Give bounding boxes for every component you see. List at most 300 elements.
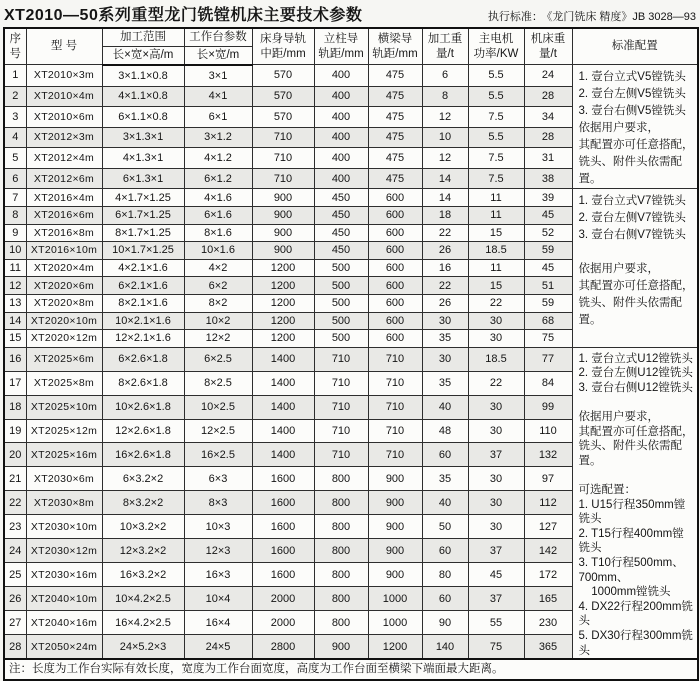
work-weight-cell: 80 — [422, 563, 468, 587]
work-weight-cell: 40 — [422, 395, 468, 419]
config-line: 铣头、附件头依需配置。 — [578, 440, 682, 467]
machine-weight-cell: 31 — [524, 148, 572, 169]
bed-rail-cell: 900 — [252, 189, 314, 207]
worktable-cell: 10×2.5 — [184, 395, 252, 419]
model-cell: XT2012×6m — [26, 168, 102, 189]
column-rail-cell: 400 — [314, 65, 368, 86]
model-cell: XT2030×10m — [26, 515, 102, 539]
motor-power-cell: 37 — [468, 443, 524, 467]
bed-rail-cell: 2800 — [252, 634, 314, 659]
worktable-cell: 8×2 — [184, 294, 252, 312]
beam-rail-cell: 475 — [368, 168, 422, 189]
column-rail-cell: 400 — [314, 86, 368, 107]
beam-rail-cell: 710 — [368, 371, 422, 395]
work-weight-cell: 35 — [422, 371, 468, 395]
config-line: 3. 壹台右侧V5镗铣头 — [578, 105, 686, 118]
motor-power-cell: 5.5 — [468, 127, 524, 148]
work-weight-cell: 22 — [422, 224, 468, 242]
range-cell: 4×1.3×1 — [102, 148, 184, 169]
serial-cell: 23 — [4, 515, 26, 539]
header-model: 型 号 — [26, 28, 102, 65]
serial-cell: 26 — [4, 587, 26, 611]
bed-rail-cell: 1400 — [252, 395, 314, 419]
machine-weight-cell: 230 — [524, 611, 572, 635]
config-line: 1. 壹台立式V7镗铣头 — [578, 195, 686, 208]
header-standard-config: 标准配置 — [572, 28, 698, 65]
column-rail-cell: 400 — [314, 107, 368, 128]
work-weight-cell: 14 — [422, 189, 468, 207]
bed-rail-cell: 900 — [252, 206, 314, 224]
header-beam-rail — [368, 28, 422, 65]
machine-weight-cell: 97 — [524, 467, 572, 491]
serial-cell: 13 — [4, 294, 26, 312]
footnote: 注：长度为工作台实际有效长度，宽度为工作台面宽度，高度为工作台面至横梁下端面最大距离。 — [4, 659, 698, 680]
serial-cell: 6 — [4, 168, 26, 189]
range-cell: 10×2.6×1.8 — [102, 395, 184, 419]
work-weight-cell: 16 — [422, 259, 468, 277]
bed-rail-cell: 1400 — [252, 419, 314, 443]
machine-weight-cell: 59 — [524, 242, 572, 260]
serial-cell: 11 — [4, 259, 26, 277]
range-cell: 10×4.2×2.5 — [102, 587, 184, 611]
beam-rail-cell: 475 — [368, 86, 422, 107]
config-line: 4. DX22行程200mm铣头 — [578, 600, 693, 628]
header-column-rail-line2: 轨距/mm — [318, 47, 364, 60]
bed-rail-cell: 710 — [252, 127, 314, 148]
machine-weight-cell: 68 — [524, 312, 572, 330]
range-cell: 4×1.1×0.8 — [102, 86, 184, 107]
bed-rail-cell: 2000 — [252, 611, 314, 635]
column-rail-cell: 800 — [314, 563, 368, 587]
beam-rail-cell: 475 — [368, 127, 422, 148]
motor-power-cell: 30 — [468, 312, 524, 330]
header-machine-weight-line2: 量/t — [539, 47, 557, 60]
work-weight-cell: 50 — [422, 515, 468, 539]
worktable-cell: 3×1 — [184, 65, 252, 86]
work-weight-cell: 12 — [422, 107, 468, 128]
range-cell: 6×1.3×1 — [102, 168, 184, 189]
model-cell: XT2016×8m — [26, 224, 102, 242]
bed-rail-cell: 1200 — [252, 330, 314, 348]
serial-cell: 22 — [4, 491, 26, 515]
motor-power-cell: 37 — [468, 587, 524, 611]
header-column-rail — [314, 28, 368, 65]
config-line: 1. U15行程350mm镗铣头 — [578, 498, 686, 526]
motor-power-cell: 30 — [468, 330, 524, 348]
work-weight-cell: 8 — [422, 86, 468, 107]
bed-rail-cell: 570 — [252, 65, 314, 86]
serial-cell: 19 — [4, 419, 26, 443]
range-cell: 4×1.7×1.25 — [102, 189, 184, 207]
work-weight-cell: 35 — [422, 330, 468, 348]
machine-weight-cell: 38 — [524, 168, 572, 189]
beam-rail-cell: 600 — [368, 294, 422, 312]
range-cell: 6×3.2×2 — [102, 467, 184, 491]
config-line: 铣头、附件头依需配置。 — [578, 297, 682, 327]
config-line: 其配置亦可任意搭配， — [578, 139, 694, 152]
machine-weight-cell: 28 — [524, 127, 572, 148]
worktable-cell: 6×2 — [184, 277, 252, 295]
header-beam-rail-line1: 横梁导 — [377, 32, 413, 45]
work-weight-cell: 60 — [422, 539, 468, 563]
bed-rail-cell: 1200 — [252, 277, 314, 295]
table-row — [4, 347, 698, 371]
machine-weight-cell: 112 — [524, 491, 572, 515]
standard-config-cell — [572, 347, 698, 659]
column-rail-cell: 500 — [314, 330, 368, 348]
beam-rail-cell: 900 — [368, 467, 422, 491]
header-serial-line1: 序 — [9, 32, 21, 45]
beam-rail-cell: 1000 — [368, 587, 422, 611]
motor-power-cell: 30 — [468, 419, 524, 443]
column-rail-cell: 800 — [314, 467, 368, 491]
bed-rail-cell: 570 — [252, 107, 314, 128]
config-line: 3. 壹台右侧V7镗铣头 — [578, 229, 686, 242]
model-cell: XT2020×4m — [26, 259, 102, 277]
serial-cell: 4 — [4, 127, 26, 148]
column-rail-cell: 400 — [314, 127, 368, 148]
machine-weight-cell: 39 — [524, 189, 572, 207]
beam-rail-cell: 600 — [368, 277, 422, 295]
machine-weight-cell: 52 — [524, 224, 572, 242]
config-line: 依据用户要求， — [578, 122, 659, 135]
work-weight-cell: 40 — [422, 491, 468, 515]
column-rail-cell: 710 — [314, 347, 368, 371]
config-line: 1. 壹台立式U12镗铣头 — [578, 352, 693, 365]
worktable-cell: 12×2 — [184, 330, 252, 348]
work-weight-cell: 26 — [422, 294, 468, 312]
motor-power-cell: 7.5 — [468, 107, 524, 128]
motor-power-cell: 30 — [468, 515, 524, 539]
config-line: 2. 壹台左侧V7镗铣头 — [578, 212, 686, 225]
column-rail-cell: 800 — [314, 611, 368, 635]
serial-cell: 7 — [4, 189, 26, 207]
worktable-cell: 6×1.6 — [184, 206, 252, 224]
motor-power-cell: 75 — [468, 634, 524, 659]
machine-weight-cell: 77 — [524, 347, 572, 371]
config-line — [579, 244, 696, 261]
model-cell: XT2010×6m — [26, 107, 102, 128]
range-cell: 24×5.2×3 — [102, 634, 184, 659]
column-rail-cell: 710 — [314, 395, 368, 419]
worktable-cell: 3×1.2 — [184, 127, 252, 148]
model-cell: XT2010×3m — [26, 65, 102, 86]
bed-rail-cell: 570 — [252, 86, 314, 107]
serial-cell: 16 — [4, 347, 26, 371]
worktable-cell: 4×2 — [184, 259, 252, 277]
machine-weight-cell: 24 — [524, 65, 572, 86]
work-weight-cell: 10 — [422, 127, 468, 148]
worktable-cell: 16×4 — [184, 611, 252, 635]
table-row — [4, 189, 698, 207]
header-serial — [4, 28, 26, 65]
worktable-cell: 16×2.5 — [184, 443, 252, 467]
range-cell: 8×2.6×1.8 — [102, 371, 184, 395]
beam-rail-cell: 710 — [368, 443, 422, 467]
model-cell: XT2025×6m — [26, 347, 102, 371]
work-weight-cell: 60 — [422, 587, 468, 611]
machine-weight-cell: 51 — [524, 277, 572, 295]
config-line: 5. DX30行程300mm铣头 — [578, 630, 693, 657]
machine-weight-cell: 34 — [524, 107, 572, 128]
range-cell: 10×3.2×2 — [102, 515, 184, 539]
model-cell: XT2025×16m — [26, 443, 102, 467]
header-motor-power-line2: 功率/KW — [473, 47, 519, 60]
worktable-cell: 8×2.5 — [184, 371, 252, 395]
serial-cell: 2 — [4, 86, 26, 107]
beam-rail-cell: 600 — [368, 259, 422, 277]
serial-cell: 9 — [4, 224, 26, 242]
column-rail-cell: 400 — [314, 148, 368, 169]
motor-power-cell: 30 — [468, 491, 524, 515]
column-rail-cell: 500 — [314, 294, 368, 312]
worktable-cell: 10×3 — [184, 515, 252, 539]
motor-power-cell: 22 — [468, 371, 524, 395]
column-rail-cell: 500 — [314, 259, 368, 277]
motor-power-cell: 15 — [468, 224, 524, 242]
beam-rail-cell: 900 — [368, 515, 422, 539]
serial-cell: 3 — [4, 107, 26, 128]
model-cell: XT2020×12m — [26, 330, 102, 348]
work-weight-cell: 12 — [422, 148, 468, 169]
machine-weight-cell: 45 — [524, 206, 572, 224]
header-range-sub: 长×宽×高/m — [102, 46, 184, 64]
model-cell: XT2020×10m — [26, 312, 102, 330]
table-body — [4, 65, 698, 659]
serial-cell: 15 — [4, 330, 26, 348]
worktable-cell: 4×1.6 — [184, 189, 252, 207]
bed-rail-cell: 1400 — [252, 443, 314, 467]
title-bar — [3, 1, 697, 25]
work-weight-cell: 140 — [422, 634, 468, 659]
config-line: 1000mm镗铣头 — [578, 586, 671, 599]
motor-power-cell: 15 — [468, 277, 524, 295]
model-cell: XT2016×4m — [26, 189, 102, 207]
worktable-cell: 10×4 — [184, 587, 252, 611]
serial-cell: 18 — [4, 395, 26, 419]
column-rail-cell: 800 — [314, 539, 368, 563]
header-work-weight-line2: 量/t — [436, 47, 454, 60]
header-serial-line2: 号 — [9, 47, 21, 60]
column-rail-cell: 500 — [314, 277, 368, 295]
worktable-cell: 12×2.5 — [184, 419, 252, 443]
header-bed-rail — [252, 28, 314, 65]
serial-cell: 5 — [4, 148, 26, 169]
work-weight-cell: 14 — [422, 168, 468, 189]
range-cell: 6×2.1×1.6 — [102, 277, 184, 295]
work-weight-cell: 6 — [422, 65, 468, 86]
motor-power-cell: 30 — [468, 395, 524, 419]
serial-cell: 27 — [4, 611, 26, 635]
header-beam-rail-line2: 轨距/mm — [372, 47, 418, 60]
worktable-cell: 16×3 — [184, 563, 252, 587]
header-bed-rail-line1: 床身导轨 — [260, 32, 306, 45]
serial-cell: 21 — [4, 467, 26, 491]
config-line: 2. 壹台左侧V5镗铣头 — [578, 88, 686, 101]
beam-rail-cell: 600 — [368, 189, 422, 207]
model-cell: XT2020×6m — [26, 277, 102, 295]
beam-rail-cell: 900 — [368, 539, 422, 563]
bed-rail-cell: 710 — [252, 148, 314, 169]
column-rail-cell: 800 — [314, 491, 368, 515]
motor-power-cell: 37 — [468, 539, 524, 563]
column-rail-cell: 450 — [314, 206, 368, 224]
work-weight-cell: 30 — [422, 312, 468, 330]
beam-rail-cell: 710 — [368, 347, 422, 371]
column-rail-cell: 710 — [314, 371, 368, 395]
serial-cell: 1 — [4, 65, 26, 86]
machine-weight-cell: 75 — [524, 330, 572, 348]
work-weight-cell: 90 — [422, 611, 468, 635]
machine-weight-cell: 172 — [524, 563, 572, 587]
worktable-cell: 24×5 — [184, 634, 252, 659]
worktable-cell: 8×3 — [184, 491, 252, 515]
machine-weight-cell: 165 — [524, 587, 572, 611]
motor-power-cell: 5.5 — [468, 65, 524, 86]
column-rail-cell: 800 — [314, 587, 368, 611]
spec-table — [3, 27, 699, 681]
config-line: 3. 壹台右侧U12镗铣头 — [578, 381, 693, 394]
config-line: 可选配置： — [578, 484, 636, 497]
motor-power-cell: 18.5 — [468, 242, 524, 260]
range-cell: 12×3.2×2 — [102, 539, 184, 563]
range-cell: 16×2.6×1.8 — [102, 443, 184, 467]
worktable-cell: 6×2.5 — [184, 347, 252, 371]
serial-cell: 20 — [4, 443, 26, 467]
table-header — [4, 28, 698, 65]
header-bed-rail-line2: 中距/mm — [260, 47, 306, 60]
motor-power-cell: 55 — [468, 611, 524, 635]
work-weight-cell: 35 — [422, 467, 468, 491]
model-cell: XT2025×10m — [26, 395, 102, 419]
motor-power-cell: 5.5 — [468, 86, 524, 107]
machine-weight-cell: 59 — [524, 294, 572, 312]
bed-rail-cell: 1400 — [252, 371, 314, 395]
header-column-rail-line1: 立柱导 — [323, 32, 359, 45]
work-weight-cell: 60 — [422, 443, 468, 467]
config-line: 其配置亦可任意搭配， — [578, 425, 694, 438]
column-rail-cell: 710 — [314, 419, 368, 443]
model-cell: XT2030×8m — [26, 491, 102, 515]
beam-rail-cell: 475 — [368, 148, 422, 169]
page-title: XT2010—50系列重型龙门铣镗机床主要技术参数 — [4, 7, 363, 24]
worktable-cell: 10×2 — [184, 312, 252, 330]
motor-power-cell: 45 — [468, 563, 524, 587]
bed-rail-cell: 1600 — [252, 491, 314, 515]
motor-power-cell: 7.5 — [468, 148, 524, 169]
bed-rail-cell: 900 — [252, 224, 314, 242]
config-line: 3. T10行程500mm、700mm、 — [578, 557, 684, 584]
serial-cell: 28 — [4, 634, 26, 659]
bed-rail-cell: 1200 — [252, 259, 314, 277]
bed-rail-cell: 1400 — [252, 347, 314, 371]
beam-rail-cell: 1200 — [368, 634, 422, 659]
serial-cell: 24 — [4, 539, 26, 563]
motor-power-cell: 30 — [468, 467, 524, 491]
machine-weight-cell: 110 — [524, 419, 572, 443]
header-work-weight — [422, 28, 468, 65]
range-cell: 10×1.7×1.25 — [102, 242, 184, 260]
bed-rail-cell: 1600 — [252, 467, 314, 491]
range-cell: 6×1.1×0.8 — [102, 107, 184, 128]
motor-power-cell: 11 — [468, 189, 524, 207]
bed-rail-cell: 1600 — [252, 515, 314, 539]
beam-rail-cell: 710 — [368, 419, 422, 443]
range-cell: 6×1.7×1.25 — [102, 206, 184, 224]
range-cell: 12×2.1×1.6 — [102, 330, 184, 348]
range-cell: 8×2.1×1.6 — [102, 294, 184, 312]
header-motor-power — [468, 28, 524, 65]
execution-standard-label: 执行标准： — [487, 11, 543, 23]
header-range-group: 加工范围 — [102, 28, 184, 46]
range-cell: 10×2.1×1.6 — [102, 312, 184, 330]
standard-config-cell — [572, 65, 698, 189]
model-cell: XT2016×10m — [26, 242, 102, 260]
range-cell: 8×1.7×1.25 — [102, 224, 184, 242]
config-line: 依据用户要求， — [578, 411, 659, 424]
bed-rail-cell: 1200 — [252, 294, 314, 312]
beam-rail-cell: 475 — [368, 107, 422, 128]
config-line: 1. 壹台立式V5镗铣头 — [578, 71, 686, 84]
machine-weight-cell: 127 — [524, 515, 572, 539]
model-cell: XT2010×4m — [26, 86, 102, 107]
column-rail-cell: 400 — [314, 168, 368, 189]
work-weight-cell: 22 — [422, 277, 468, 295]
table-footer — [4, 659, 698, 680]
worktable-cell: 12×3 — [184, 539, 252, 563]
machine-weight-cell: 45 — [524, 259, 572, 277]
work-weight-cell: 48 — [422, 419, 468, 443]
machine-weight-cell: 28 — [524, 86, 572, 107]
worktable-cell: 4×1.2 — [184, 148, 252, 169]
motor-power-cell: 22 — [468, 294, 524, 312]
model-cell: XT2050×24m — [26, 634, 102, 659]
range-cell: 6×2.6×1.8 — [102, 347, 184, 371]
serial-cell: 14 — [4, 312, 26, 330]
worktable-cell: 6×1 — [184, 107, 252, 128]
header-machine-weight-line1: 机床重 — [530, 32, 566, 45]
model-cell: XT2025×12m — [26, 419, 102, 443]
serial-cell: 8 — [4, 206, 26, 224]
machine-weight-cell: 132 — [524, 443, 572, 467]
range-cell: 12×2.6×1.8 — [102, 419, 184, 443]
header-machine-weight — [524, 28, 572, 65]
worktable-cell: 4×1 — [184, 86, 252, 107]
bed-rail-cell: 1200 — [252, 312, 314, 330]
model-cell: XT2040×16m — [26, 611, 102, 635]
model-cell: XT2012×3m — [26, 127, 102, 148]
execution-standard-value: 《龙门铣床 精度》JB 3028—93 — [546, 11, 696, 23]
machine-weight-cell: 365 — [524, 634, 572, 659]
motor-power-cell: 18.5 — [468, 347, 524, 371]
worktable-cell: 6×3 — [184, 467, 252, 491]
config-line: 铣头、附件头依需配置。 — [578, 156, 682, 186]
model-cell: XT2030×6m — [26, 467, 102, 491]
model-cell: XT2012×4m — [26, 148, 102, 169]
worktable-cell: 6×1.2 — [184, 168, 252, 189]
work-weight-cell: 26 — [422, 242, 468, 260]
range-cell: 4×2.1×1.6 — [102, 259, 184, 277]
serial-cell: 10 — [4, 242, 26, 260]
beam-rail-cell: 1000 — [368, 611, 422, 635]
bed-rail-cell: 1600 — [252, 563, 314, 587]
column-rail-cell: 710 — [314, 443, 368, 467]
beam-rail-cell: 900 — [368, 563, 422, 587]
range-cell: 16×3.2×2 — [102, 563, 184, 587]
bed-rail-cell: 2000 — [252, 587, 314, 611]
header-motor-power-line1: 主电机 — [478, 32, 514, 45]
bed-rail-cell: 900 — [252, 242, 314, 260]
